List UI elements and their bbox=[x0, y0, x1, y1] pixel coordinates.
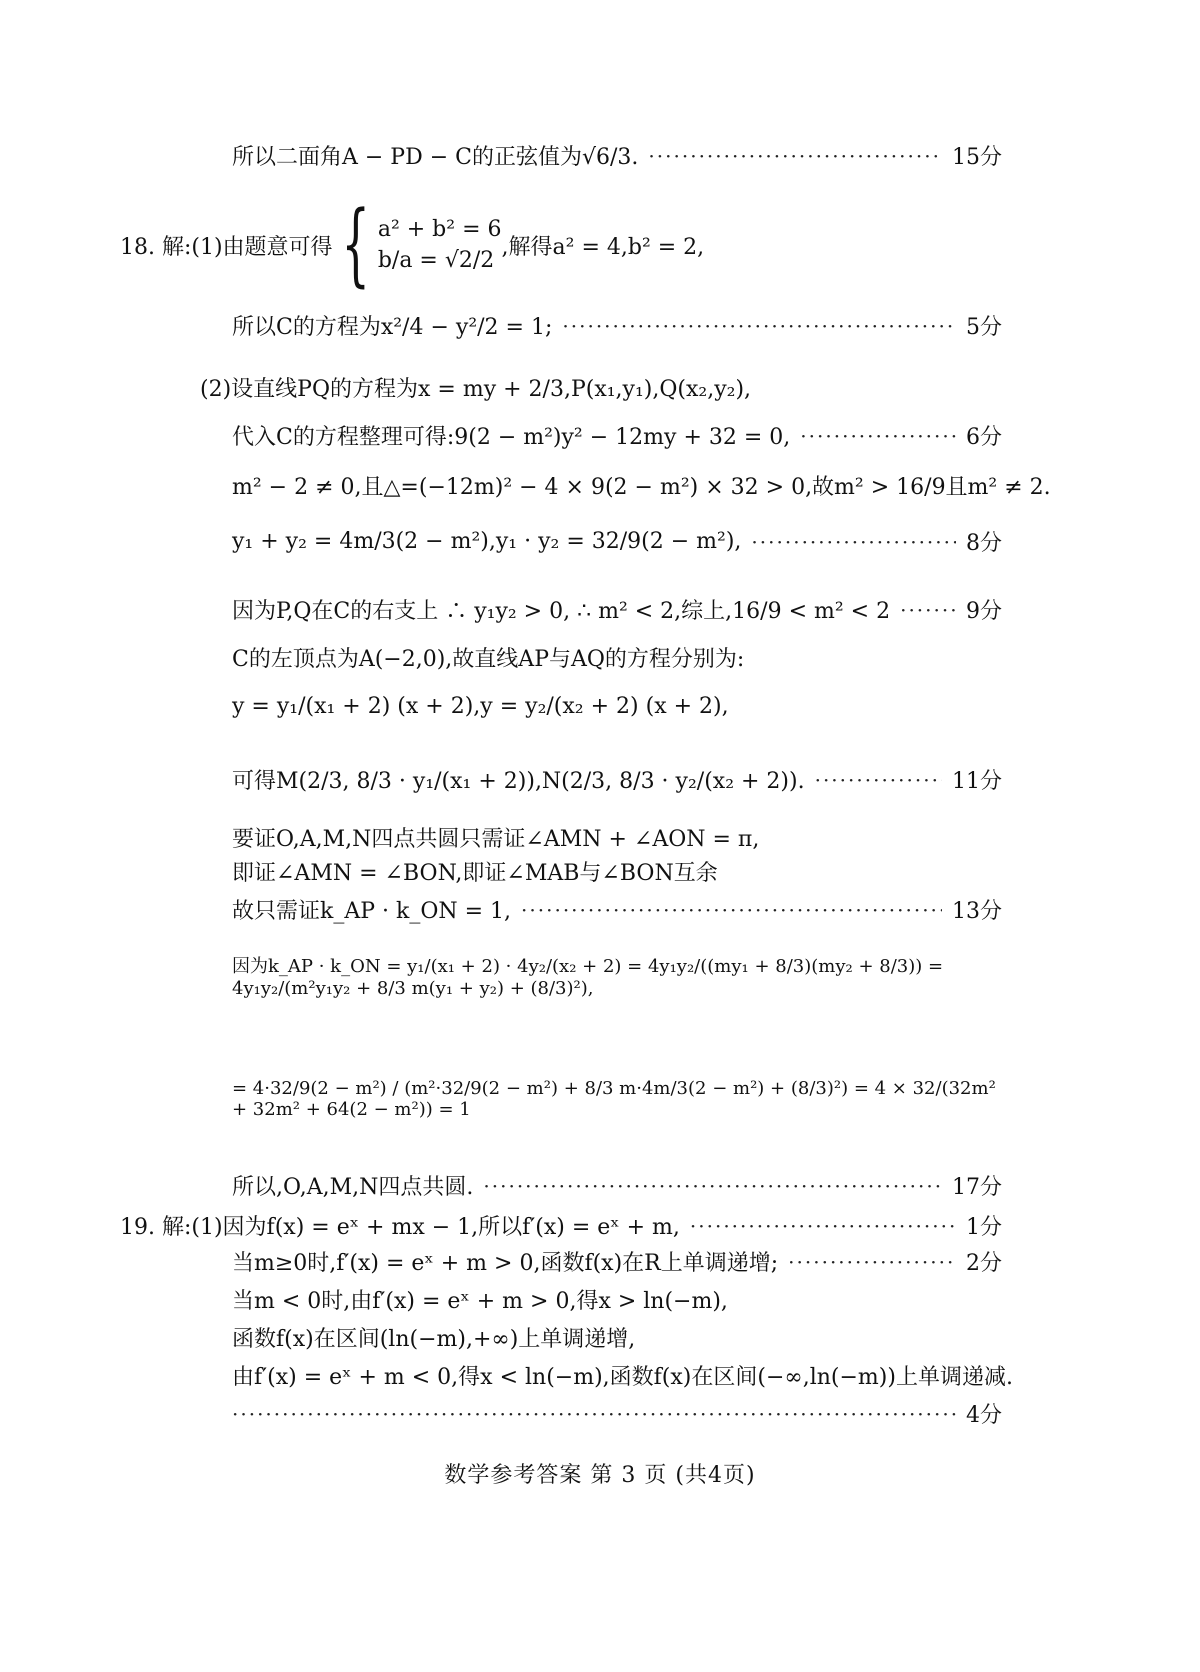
text: y = y₁/(x₁ + 2) (x + 2),y = y₂/(x₂ + 2) (x + 2), bbox=[232, 694, 729, 719]
text: m² − 2 ≠ 0,且△=(−12m)² − 4 × 9(2 − m²) × 32 > 0,故m² > 16/9且m² ≠ 2. bbox=[232, 475, 1051, 500]
text: 所以C的方程为x²/4 − y²/2 = 1; bbox=[232, 315, 553, 340]
score: 6分 bbox=[966, 425, 1002, 450]
text: 19. 解:(1)因为f(x) = eˣ + mx − 1,所以f′(x) = eˣ + m, bbox=[120, 1215, 680, 1240]
line-AP-AQ bbox=[232, 694, 729, 719]
text: 由f′(x) = eˣ + m < 0,得x < ln(−m),函数f(x)在区间(−∞,ln(−m))上单调递减. bbox=[232, 1365, 1013, 1390]
line-q19-part1 bbox=[120, 1210, 1002, 1241]
leader-dots bbox=[900, 598, 956, 622]
leader-dots bbox=[562, 314, 956, 338]
line-increasing-interval bbox=[232, 1322, 635, 1353]
text: C的左顶点为A(−2,0),故直线AP与AQ的方程分别为: bbox=[232, 647, 745, 672]
line-conclusion bbox=[232, 1170, 1002, 1201]
text: 所以,O,A,M,N四点共圆. bbox=[232, 1175, 474, 1200]
score: 1分 bbox=[966, 1215, 1002, 1240]
leader-dots bbox=[232, 1402, 956, 1426]
text: (2)设直线PQ的方程为x = my + 2/3,P(x₁,y₁),Q(x₂,y₂), bbox=[200, 377, 752, 402]
text: = 4·32/9(2 − m²) / (m²·32/9(2 − m²) + 8/3 m·4m/3(2 − m²) + (8/3)²) = 4 × 32/(32m² + 32m² + 64(2 − m²)) = 1 bbox=[232, 1078, 996, 1120]
line-discriminant bbox=[232, 470, 1051, 501]
line-right-branch bbox=[232, 594, 1002, 625]
line-decreasing-interval bbox=[232, 1360, 1013, 1391]
text: 因为k_AP · k_ON = y₁/(x₁ + 2) · 4y₂/(x₂ + 2) = 4y₁y₂/((my₁ + 8/3)(my₂ + 8/3)) = 4y₁y₂/(m²y₁y₂ + 8/3 m(y₁ + y₂) + (8/3)²), bbox=[232, 956, 944, 999]
score: 4分 bbox=[966, 1403, 1002, 1428]
leader-dots bbox=[521, 898, 942, 922]
line-slope-product bbox=[232, 894, 1002, 925]
text: 可得M(2/3, 8/3 · y₁/(x₁ + 2)),N(2/3, 8/3 · y₂/(x₂ + 2)). bbox=[232, 769, 805, 794]
line-part2-setup bbox=[200, 372, 751, 403]
equation-system bbox=[333, 192, 502, 297]
text: 因为P,Q在C的右支上 ∴ y₁y₂ > 0, ∴ m² < 2,综上,16/9 < m² < 2 bbox=[232, 599, 891, 624]
line-substitute bbox=[232, 420, 1002, 451]
text: 即证∠AMN = ∠BON,即证∠MAB与∠BON互余 bbox=[232, 861, 718, 886]
label: 18. 解:(1)由题意可得 bbox=[120, 234, 333, 260]
line-angle-equal bbox=[232, 856, 718, 887]
score: 17分 bbox=[952, 1175, 1002, 1200]
result: ,解得a² = 4,b² = 2, bbox=[501, 234, 705, 260]
score: 2分 bbox=[966, 1251, 1002, 1276]
text: y₁ + y₂ = 4m/3(2 − m²),y₁ · y₂ = 32/9(2 − m²), bbox=[232, 529, 742, 554]
line-left-vertex bbox=[232, 642, 744, 673]
line-equation-C bbox=[232, 310, 1002, 341]
score: 13分 bbox=[952, 899, 1002, 924]
leader-dots bbox=[815, 768, 942, 792]
system-eq-2: b/a = √2/2 bbox=[377, 248, 495, 273]
line-m-nonneg bbox=[232, 1246, 1002, 1277]
text: 当m≥0时,f′(x) = eˣ + m > 0,函数f(x)在R上单调递增; bbox=[232, 1251, 779, 1276]
score: 9分 bbox=[966, 599, 1002, 624]
text: 故只需证k_AP · k_ON = 1, bbox=[232, 899, 512, 924]
text: 函数f(x)在区间(ln(−m),+∞)上单调递增, bbox=[232, 1327, 636, 1352]
score: 11分 bbox=[952, 769, 1002, 794]
line-slope-computation bbox=[232, 952, 1002, 999]
line-final-equality bbox=[232, 1078, 1002, 1120]
text: 所以二面角A − PD − C的正弦值为√6/3. bbox=[232, 145, 639, 170]
line-score-4 bbox=[232, 1398, 1002, 1429]
score: 5分 bbox=[966, 315, 1002, 340]
line-m-neg bbox=[232, 1284, 728, 1315]
line-concyclic-goal bbox=[232, 822, 759, 853]
text: 要证O,A,M,N四点共圆只需证∠AMN + ∠AON = π, bbox=[232, 827, 760, 852]
leader-dots bbox=[690, 1214, 956, 1238]
line-M-N bbox=[232, 764, 1002, 795]
brace: { bbox=[340, 192, 370, 297]
leader-dots bbox=[483, 1174, 942, 1198]
page-footer: 数学参考答案 第 3 页 (共4页) bbox=[444, 1463, 756, 1488]
score: 8分 bbox=[966, 531, 1002, 556]
score: 15分 bbox=[952, 145, 1002, 170]
text: 代入C的方程整理可得:9(2 − m²)y² − 12my + 32 = 0, bbox=[232, 425, 791, 450]
system-eq-1: a² + b² = 6 bbox=[377, 217, 502, 242]
line-q18-part1 bbox=[120, 192, 705, 297]
leader-dots bbox=[800, 424, 956, 448]
line-dihedral-sine bbox=[232, 140, 1002, 171]
leader-dots bbox=[648, 144, 942, 168]
leader-dots bbox=[751, 530, 956, 554]
text: 当m < 0时,由f′(x) = eˣ + m > 0,得x > ln(−m), bbox=[232, 1289, 728, 1314]
leader-dots bbox=[788, 1250, 956, 1274]
line-vieta bbox=[232, 526, 1002, 557]
